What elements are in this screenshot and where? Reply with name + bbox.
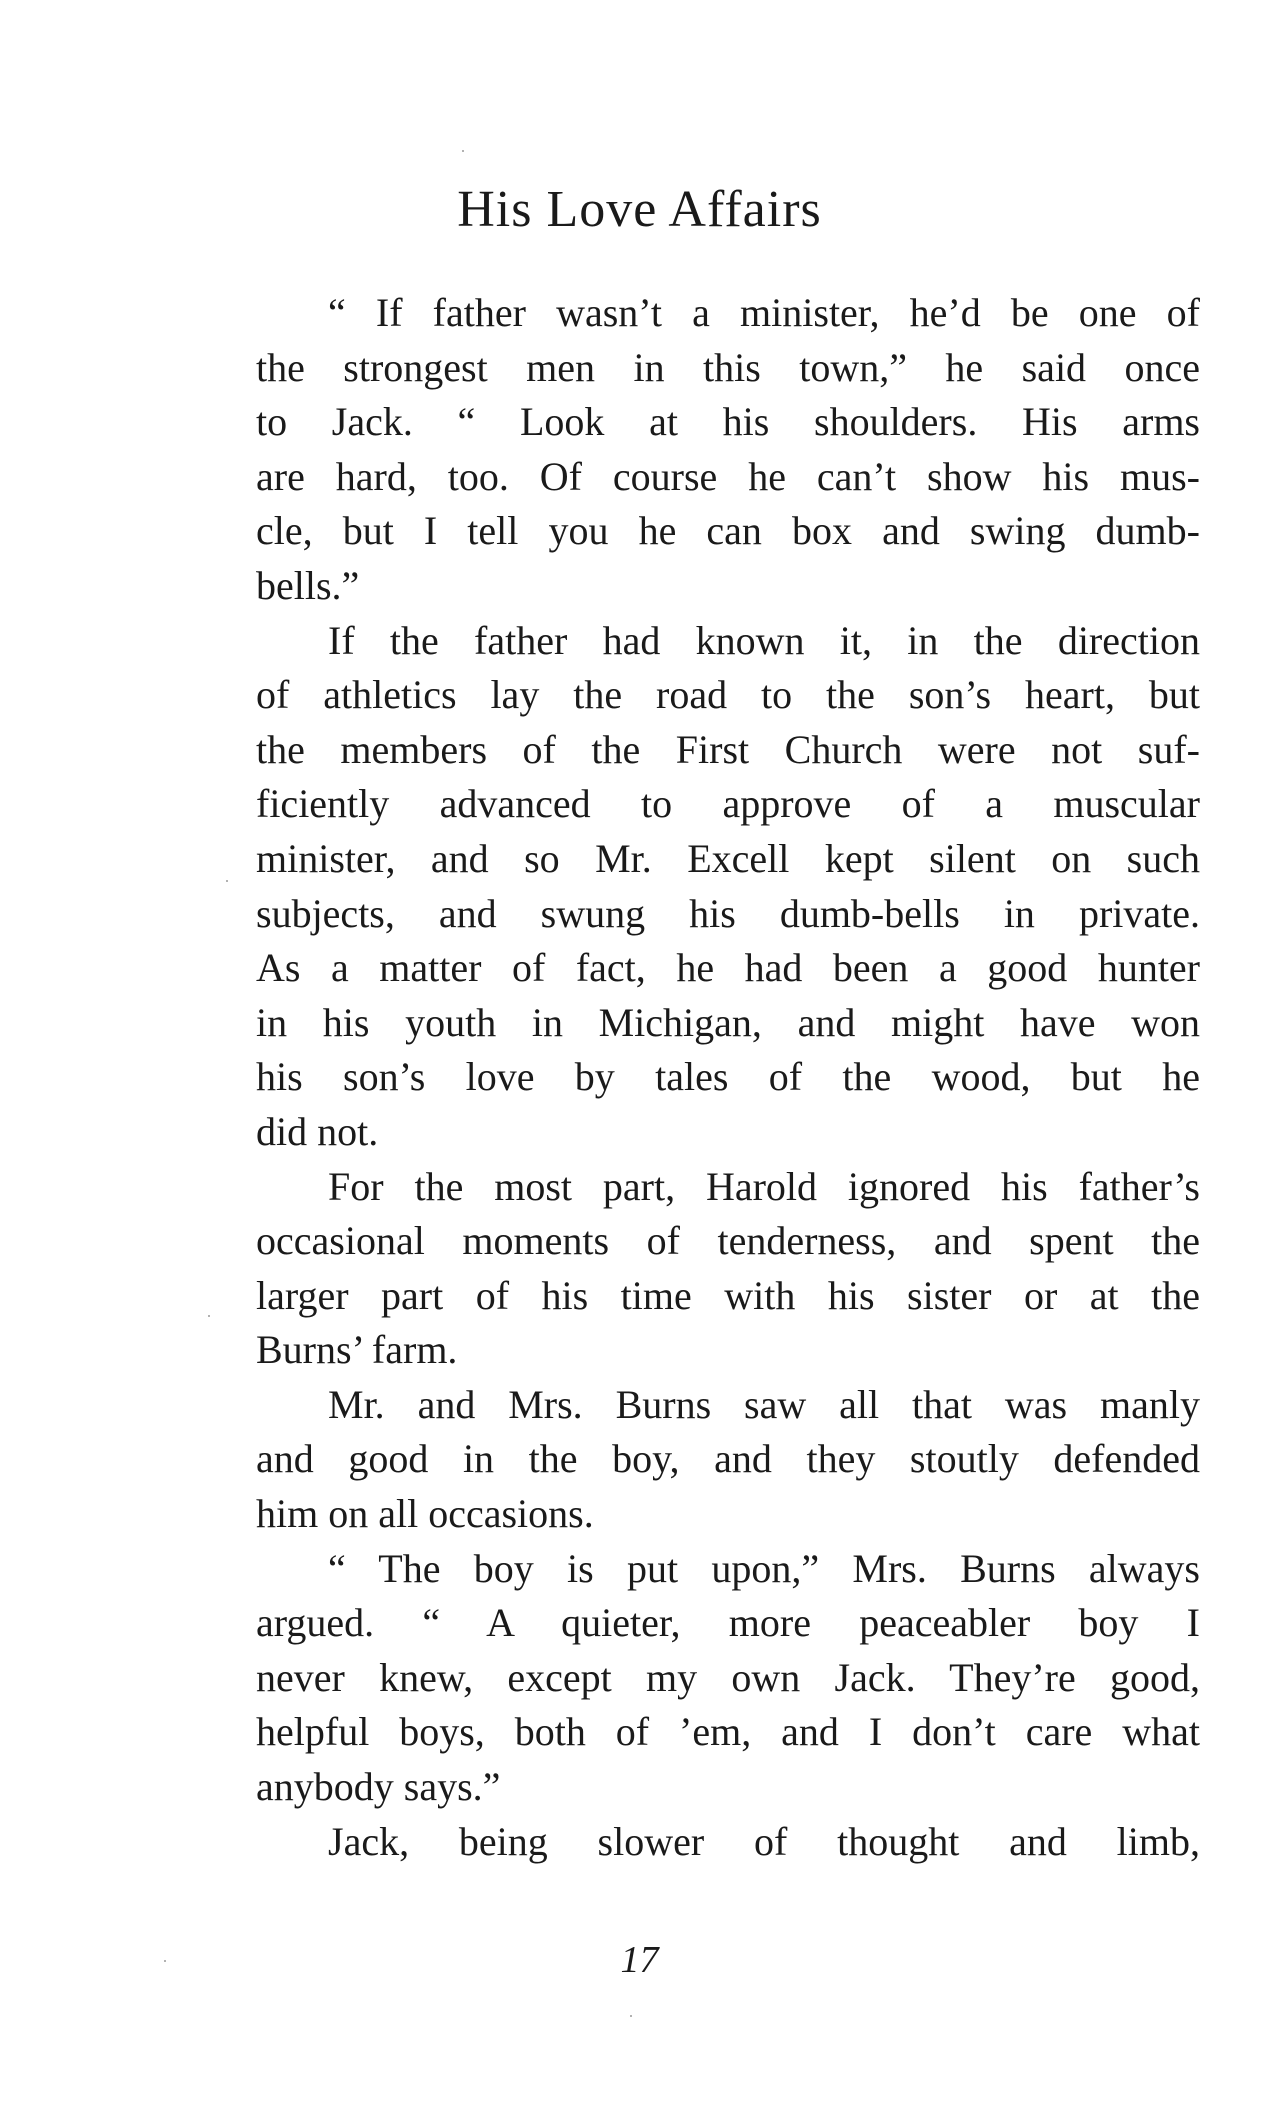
- body-text: [256, 286, 1200, 1869]
- text-line: As a matter of fact, he had been a good hunter: [256, 945, 1200, 991]
- paper-speck: [208, 1315, 210, 1317]
- text-line: Burns’ farm.: [256, 1327, 458, 1373]
- text-line: anybody says.”: [256, 1764, 501, 1810]
- text-line: and good in the boy, and they stoutly defended: [256, 1436, 1200, 1482]
- text-line: Mr. and Mrs. Burns saw all that was manly: [328, 1381, 1200, 1427]
- text-line: his son’s love by tales of the wood, but he: [256, 1054, 1200, 1100]
- text-line: in his youth in Michigan, and might have won: [256, 999, 1200, 1045]
- text-line: are hard, too. Of course he can’t show his mus-: [256, 453, 1200, 499]
- text-line: ficiently advanced to approve of a muscular: [256, 781, 1200, 827]
- text-line: of athletics lay the road to the son’s heart, but: [256, 672, 1200, 718]
- text-line: argued. “ A quieter, more peaceabler boy I: [256, 1600, 1200, 1646]
- text-line: to Jack. “ Look at his shoulders. His arms: [256, 399, 1200, 445]
- text-line: subjects, and swung his dumb-bells in private.: [256, 890, 1200, 936]
- text-line: him on all occasions.: [256, 1491, 594, 1537]
- text-line: larger part of his time with his sister or at the: [256, 1272, 1200, 1318]
- text-line: occasional moments of tenderness, and spent the: [256, 1218, 1200, 1264]
- text-line: did not.: [256, 1108, 379, 1154]
- paper-speck: [630, 2015, 632, 2017]
- text-line: Jack, being slower of thought and limb,: [328, 1818, 1200, 1864]
- text-line: never knew, except my own Jack. They’re good,: [256, 1654, 1200, 1700]
- text-line: bells.”: [256, 562, 360, 608]
- text-line: If the father had known it, in the direction: [328, 617, 1200, 663]
- text-line: the strongest men in this town,” he said once: [256, 344, 1200, 390]
- running-head: His Love Affairs: [457, 181, 822, 238]
- page-number: 17: [620, 1939, 659, 1981]
- text-line: “ If father wasn’t a minister, he’d be one of: [328, 290, 1200, 335]
- paper-speck: [164, 1960, 166, 1962]
- text-line: the members of the First Church were not suf-: [256, 726, 1200, 772]
- paper-speck: [226, 880, 228, 882]
- text-line: helpful boys, both of ’em, and I don’t care what: [256, 1709, 1200, 1755]
- text-line: For the most part, Harold ignored his father’s: [328, 1163, 1200, 1209]
- paper-speck: [462, 150, 464, 152]
- text-line: minister, and so Mr. Excell kept silent on such: [256, 835, 1200, 881]
- text-line: cle, but I tell you he can box and swing dumb-: [256, 508, 1200, 554]
- text-line: “ The boy is put upon,” Mrs. Burns always: [328, 1545, 1200, 1591]
